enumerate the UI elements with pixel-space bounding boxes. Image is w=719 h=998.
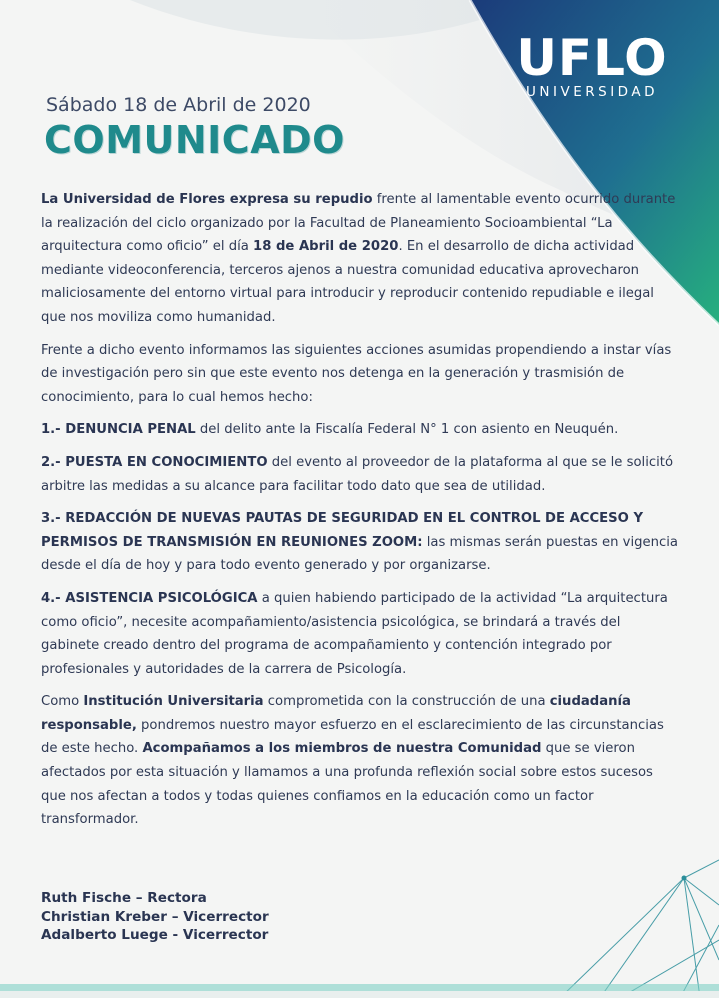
- body-text: Como: [41, 694, 84, 710]
- signature-rector: Ruth Fische – Rectora: [41, 890, 207, 906]
- uflo-logo: [512, 30, 672, 100]
- signature-vicerrector-2: Adalberto Luege - Vicerrector: [41, 927, 269, 943]
- action-text: del delito ante la Fiscalía Federal N° 1 con asiento en Neuquén.: [195, 422, 619, 438]
- action-heading: 3.- REDACCIÓN DE NUEVAS PAUTAS DE SEGURIDAD EN EL CONTROL DE ACCESO Y PERMISOS DE TRANSMISIÓN EN REUNIONES ZOOM:: [41, 511, 644, 550]
- paragraph-closing: [41, 690, 681, 832]
- action-heading: 2.- PUESTA EN CONOCIMIENTO: [41, 454, 268, 470]
- body-text: . En el desarrollo de dicha actividad mediante videoconferencia, terceros ajenos a nuestra comunidad educativa aprovecharon maliciosamente del entorno virtual para introducir y reproducir contenido repudiable e ilegal que nos moviliza como humanidad.: [41, 239, 654, 325]
- action-text: del evento al proveedor de la plataforma al que se le solicitó arbitre las medidas a su alcance para facilitar todo dato que sea de utilidad.: [41, 454, 674, 494]
- body-text: frente al lamentable evento ocurrido durante la realización del ciclo organizado por la Facultad de Planeamiento Socioambiental “La arquitectura como oficio” el día: [41, 192, 676, 255]
- bold-text: Acompañamos a los miembros de nuestra Comunidad: [142, 741, 542, 757]
- paragraph-intro: [41, 188, 681, 330]
- logo-subtitle: UNIVERSIDAD: [526, 84, 658, 100]
- action-heading: 1.- DENUNCIA PENAL: [41, 422, 196, 438]
- body-text: que se vieron afectados por esta situación y llamamos a una profunda reflexión social sobre estos sucesos que nos afectan a todos y todas quienes confiamos en la educación como un factor transformador.: [41, 741, 653, 828]
- action-heading: 4.- ASISTENCIA PSICOLÓGICA: [41, 590, 258, 606]
- action-item-4: [41, 587, 681, 681]
- document-date: Sábado 18 de Abril de 2020: [46, 94, 311, 116]
- logo-wordmark: UFLO: [516, 29, 668, 87]
- action-text: a quien habiendo participado de la actividad “La arquitectura como oficio”, necesite acompañamiento/asistencia psicológica, se brindará a través del gabinete creado dentro del programa de acompañamiento y contención integrado por profesionales y autoridades de la carrera de Psicología.: [41, 590, 668, 677]
- body-text: pondremos nuestro mayor esfuerzo en el esclarecimiento de las circunstancias de este hecho.: [41, 717, 664, 757]
- action-item-3: [41, 507, 681, 578]
- signature-vicerrector-1: Christian Kreber – Vicerrector: [41, 908, 269, 925]
- bold-text: ciudadanía responsable,: [41, 694, 631, 733]
- bold-text: Institución Universitaria: [83, 694, 264, 710]
- action-item-2: [41, 451, 681, 498]
- action-item-1: [41, 418, 681, 442]
- action-text: las mismas serán puestas en vigencia desde el día de hoy y para todo evento generado y por organizarse.: [41, 534, 678, 574]
- bold-text: 18 de Abril de 2020: [253, 239, 399, 255]
- paragraph-actions-intro: Frente a dicho evento informamos las siguientes acciones asumidas propendiendo a instar vías de investigación pero sin que este evento nos detenga en la generación y trasmisión de conocimiento, para lo cual hemos hecho:: [41, 342, 672, 405]
- body-text: comprometida con la construcción de una: [263, 694, 550, 710]
- signature-block: [41, 889, 269, 945]
- document-title: COMUNICADO: [44, 118, 345, 162]
- bold-text: La Universidad de Flores expresa su repudio: [41, 192, 373, 207]
- document-body: [41, 188, 681, 841]
